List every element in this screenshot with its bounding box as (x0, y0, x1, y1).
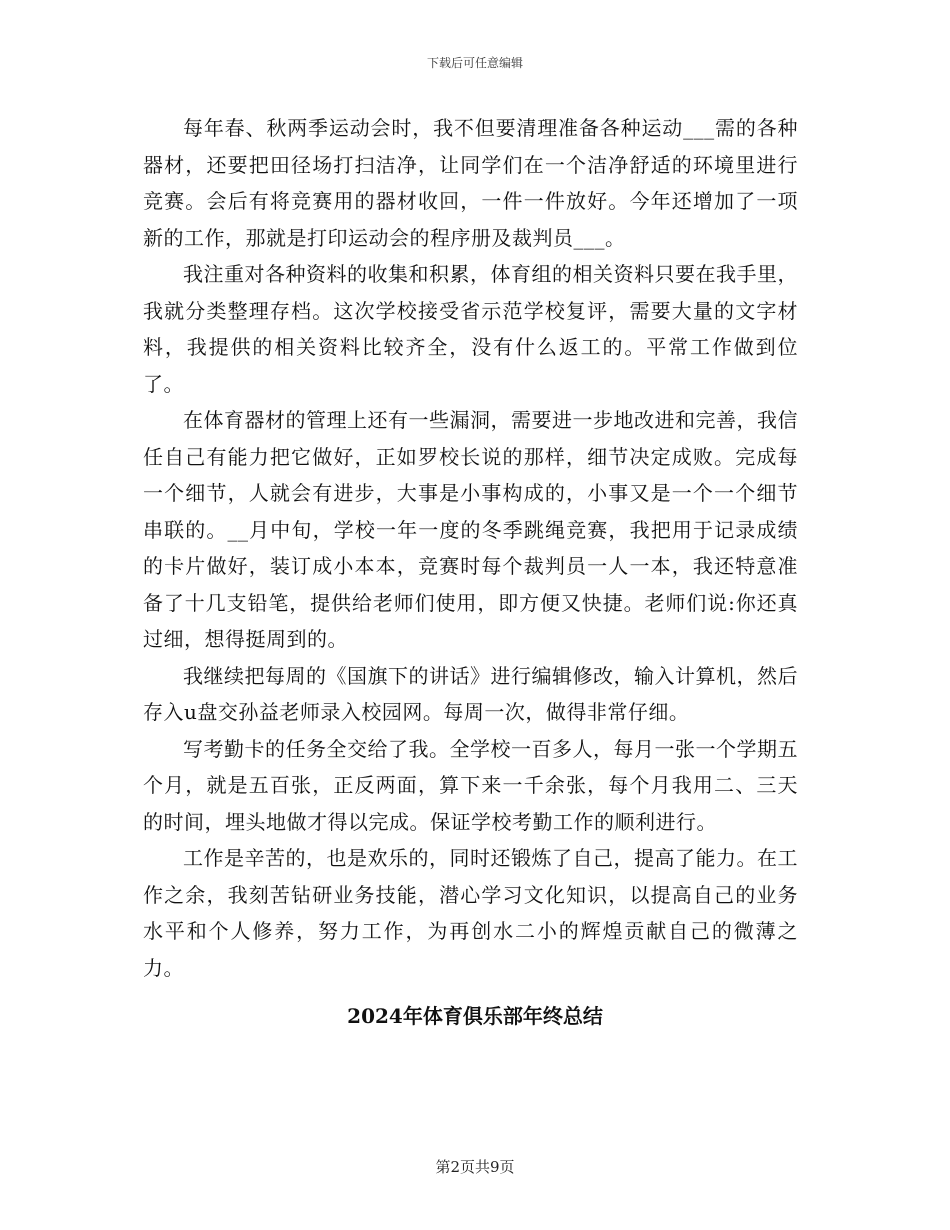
paragraph-materials-archive: 我注重对各种资料的收集和积累，体育组的相关资料只要在我手里，我就分类整理存档。这次学校接受省示范学校复评，需要大量的文字材料，我提供的相关资料比较齐全，没有什么返工的。平常工作做到位了。 (143, 262, 798, 396)
paragraph-attendance-cards: 写考勤卡的任务全交给了我。全学校一百多人，每月一张一个学期五个月，就是五百张，正反两面，算下来一千余张，每个月我用二、三天的时间，埋头地做才得以完成。保证学校考勤工作的顺利进行。 (143, 736, 798, 834)
page-number: 第2页共9页 (435, 1158, 515, 1176)
paragraph-sports-meet: 每年春、秋两季运动会时，我不但要清理准备各种运动___需的各种器材，还要把田径场打扫洁净，让同学们在一个洁净舒适的环境里进行竞赛。会后有将竞赛用的器材收回，一件一件放好。今年还增加了一项新的工作，那就是打印运动会的程序册及裁判员___。 (143, 116, 798, 250)
paragraph-equipment-management: 在体育器材的管理上还有一些漏洞，需要进一步地改进和完善，我信任自己有能力把它做好，正如罗校长说的那样，细节决定成败。完成每一个细节，人就会有进步，大事是小事构成的，小事又是一个一个细节串联的。__月中旬，学校一年一度的冬季跳绳竞赛，我把用于记录成绩的卡片做好，装订成小本本，竞赛时每个裁判员一人一本，我还特意准备了十几支铅笔，提供给老师们使用，即方便又快捷。老师们说:你还真过细，想得挺周到的。 (143, 408, 798, 651)
paragraph-flag-speech: 我继续把每周的《国旗下的讲话》进行编辑修改，输入计算机，然后存入u盘交孙益老师录入校园网。每周一次，做得非常仔细。 (143, 663, 798, 724)
section-title: 2024年体育俱乐部年终总结 (347, 1004, 603, 1028)
document-body (143, 110, 798, 986)
page-header-note: 下载后可任意编辑 (426, 56, 523, 70)
paragraph-conclusion: 工作是辛苦的，也是欢乐的，同时还锻炼了自己，提高了能力。在工作之余，我刻苦钻研业务技能，潜心学习文化知识，以提高自己的业务水平和个人修养，努力工作，为再创水二小的辉煌贡献自己的微薄之力。 (143, 846, 798, 980)
